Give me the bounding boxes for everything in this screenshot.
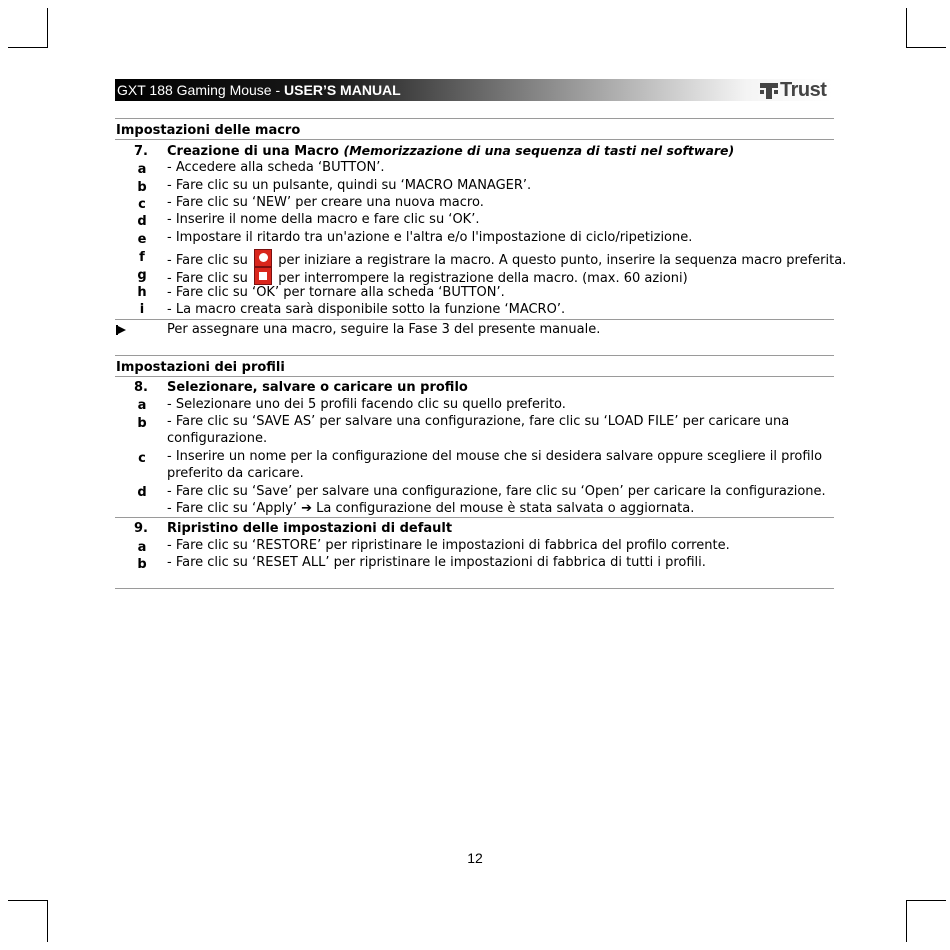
item-text-after: per iniziare a registrare la macro. A questo punto, inserire la sequenza macro preferita.	[278, 253, 847, 268]
record-icon	[254, 249, 272, 267]
crop-mark-bottom-right-h	[906, 900, 946, 901]
item-letter: h	[137, 285, 147, 300]
stop-icon	[254, 267, 272, 285]
item-text-continued: configurazione.	[167, 431, 268, 446]
item-text: - Fare clic su ‘RESET ALL’ per ripristinare le impostazioni di fabbrica di tutti i profili.	[167, 555, 706, 570]
item-letter: c	[138, 451, 146, 466]
step-title	[167, 143, 734, 160]
item-text-before: - Fare clic su	[167, 271, 248, 286]
item-letter: d	[137, 485, 147, 500]
divider	[115, 139, 834, 140]
page-number: 12	[467, 850, 483, 866]
crop-mark-bottom-left-v	[47, 900, 48, 942]
item-letter: d	[137, 214, 147, 229]
item-text: - Fare clic su ‘NEW’ per creare una nuova macro.	[167, 195, 484, 210]
step-title-text: Creazione di una Macro	[167, 144, 339, 159]
item-text	[167, 249, 846, 269]
crop-mark-bottom-left-h	[8, 900, 48, 901]
divider	[115, 376, 834, 377]
item-text	[167, 267, 688, 287]
item-text: - Inserire un nome per la configurazione del mouse che si desidera salvare oppure scegliere il profilo	[167, 449, 823, 464]
item-text: - Selezionare uno dei 5 profili facendo clic su quello preferito.	[167, 397, 566, 412]
item-text: - Fare clic su ‘OK’ per tornare alla scheda ‘BUTTON’.	[167, 285, 505, 300]
section-heading-profiles: Impostazioni dei profili	[116, 360, 285, 375]
item-letter: b	[137, 180, 147, 195]
arrow-bullet-icon	[116, 325, 126, 335]
item-letter: f	[139, 250, 145, 265]
item-text-before: - Fare clic su	[167, 253, 248, 268]
step-subtitle: (Memorizzazione di una sequenza di tasti nel software)	[343, 143, 735, 158]
note-text: Per assegnare una macro, seguire la Fase 3 del presente manuale.	[167, 322, 601, 337]
item-text: - Fare clic su ‘RESTORE’ per ripristinare le impostazioni di fabbrica del profilo corrente.	[167, 538, 730, 553]
item-letter: c	[138, 197, 146, 212]
divider	[115, 319, 834, 320]
trust-logo-icon	[760, 81, 778, 99]
item-letter: a	[137, 398, 147, 413]
header-title	[117, 82, 401, 98]
item-text: - La macro creata sarà disponibile sotto la funzione ‘MACRO’.	[167, 302, 566, 317]
divider	[115, 588, 834, 589]
item-text: - Impostare il ritardo tra un'azione e l'altra e/o l'impostazione di ciclo/ripetizione.	[167, 230, 693, 245]
item-letter: a	[137, 162, 147, 177]
item-text: - Fare clic su ‘SAVE AS’ per salvare una configurazione, fare clic su ‘LOAD FILE’ per caricare una	[167, 414, 790, 429]
item-text-after: per interrompere la registrazione della macro. (max. 60 azioni)	[278, 271, 688, 286]
divider	[115, 517, 834, 518]
step-number: 8.	[134, 380, 148, 395]
item-letter: a	[137, 540, 147, 555]
item-text-continued: - Fare clic su ‘Apply’ ➔ La configurazione del mouse è stata salvata o aggiornata.	[167, 501, 695, 516]
step-title: Selezionare, salvare o caricare un profilo	[167, 380, 468, 395]
divider	[115, 355, 834, 356]
crop-mark-top-right-h	[906, 47, 946, 48]
item-text: - Fare clic su ‘Save’ per salvare una configurazione, fare clic su ‘Open’ per caricare la configurazione.	[167, 484, 826, 499]
item-text-continued: preferito da caricare.	[167, 466, 304, 481]
item-text: - Fare clic su un pulsante, quindi su ‘MACRO MANAGER’.	[167, 178, 532, 193]
step-title: Ripristino delle impostazioni di default	[167, 521, 453, 536]
crop-mark-top-left-h	[8, 47, 48, 48]
item-letter: i	[139, 302, 145, 317]
item-text: - Inserire il nome della macro e fare clic su ‘OK’.	[167, 212, 480, 227]
item-letter: e	[137, 232, 147, 247]
trust-logo	[760, 80, 826, 100]
header-title-manual: USER’S MANUAL	[284, 82, 401, 98]
header-title-product: GXT 188 Gaming Mouse -	[117, 82, 285, 98]
crop-mark-bottom-right-v	[906, 900, 907, 942]
divider	[115, 118, 834, 119]
crop-mark-top-left-v	[47, 8, 48, 48]
item-letter: b	[137, 557, 147, 572]
step-number: 9.	[134, 521, 148, 536]
step-number: 7.	[134, 144, 148, 159]
section-heading-macro: Impostazioni delle macro	[116, 123, 301, 138]
crop-mark-top-right-v	[906, 8, 907, 48]
trust-logo-text: Trust	[780, 78, 827, 101]
item-letter: g	[137, 268, 147, 283]
item-text: - Accedere alla scheda ‘BUTTON’.	[167, 160, 385, 175]
item-letter: b	[137, 416, 147, 431]
